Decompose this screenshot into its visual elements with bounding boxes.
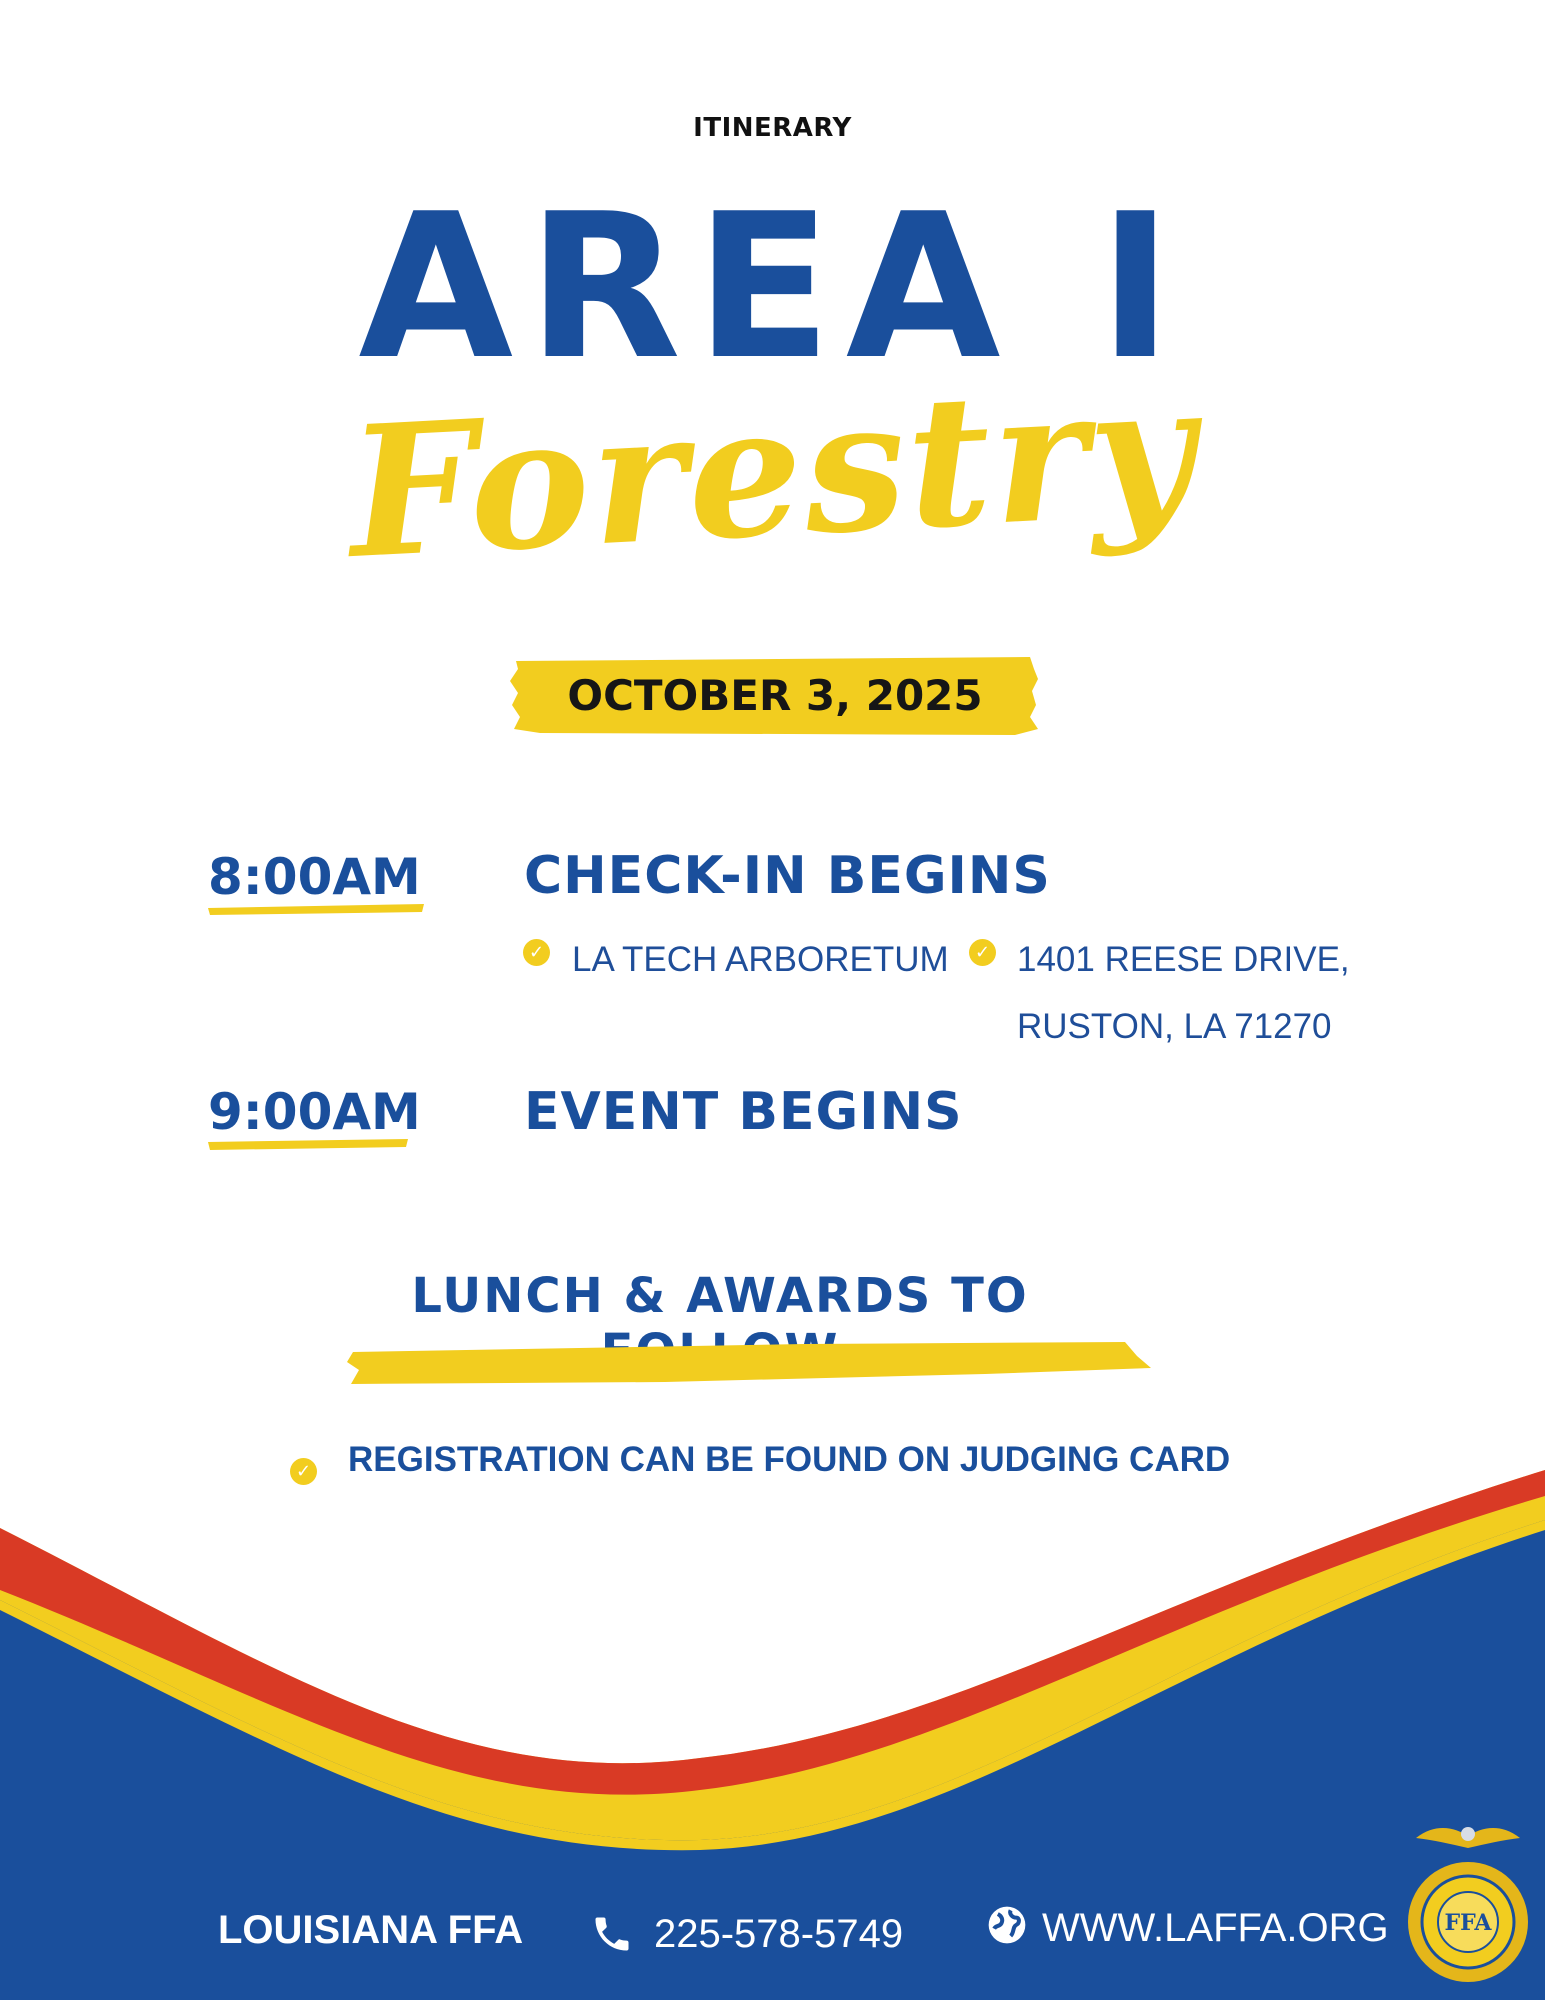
footer-phone[interactable]: 225-578-5749 [654, 1912, 904, 1956]
footer-website[interactable]: WWW.LAFFA.ORG [1042, 1906, 1389, 1950]
title-area: AREA I [358, 171, 1187, 404]
time-underline [206, 902, 426, 916]
event-start: EVENT BEGINS [524, 1082, 963, 1142]
footer-org: LOUISIANA FFA [218, 1908, 524, 1952]
event-checkin: CHECK-IN BEGINS [524, 846, 1051, 906]
lunch-brush-underline [345, 1340, 1153, 1386]
check-icon: ✓ [969, 939, 996, 966]
time-checkin: 8:00AM [208, 848, 421, 906]
time-event: 9:00AM [208, 1083, 421, 1141]
registration-note: REGISTRATION CAN BE FOUND ON JUDGING CARD [348, 1440, 1231, 1479]
lunch-awards-heading: LUNCH & AWARDS TO [411, 1268, 1029, 1324]
phone-icon [590, 1912, 634, 1956]
check-icon: ✓ [523, 939, 550, 966]
address-line2: RUSTON, LA 71270 [1017, 1007, 1332, 1046]
ffa-emblem-text: FFA [1444, 1910, 1492, 1936]
check-icon: ✓ [290, 1458, 317, 1485]
venue-name: LA TECH ARBORETUM [572, 940, 949, 979]
event-date: OCTOBER 3, 2025 [567, 671, 983, 720]
globe-icon [985, 1903, 1029, 1947]
ffa-emblem [1406, 1818, 1530, 1992]
time-underline [206, 1137, 410, 1151]
address-line1: 1401 REESE DRIVE, [1017, 940, 1350, 979]
eyebrow-label: ITINERARY [693, 113, 852, 143]
title-forestry: Forestry [343, 343, 1202, 600]
